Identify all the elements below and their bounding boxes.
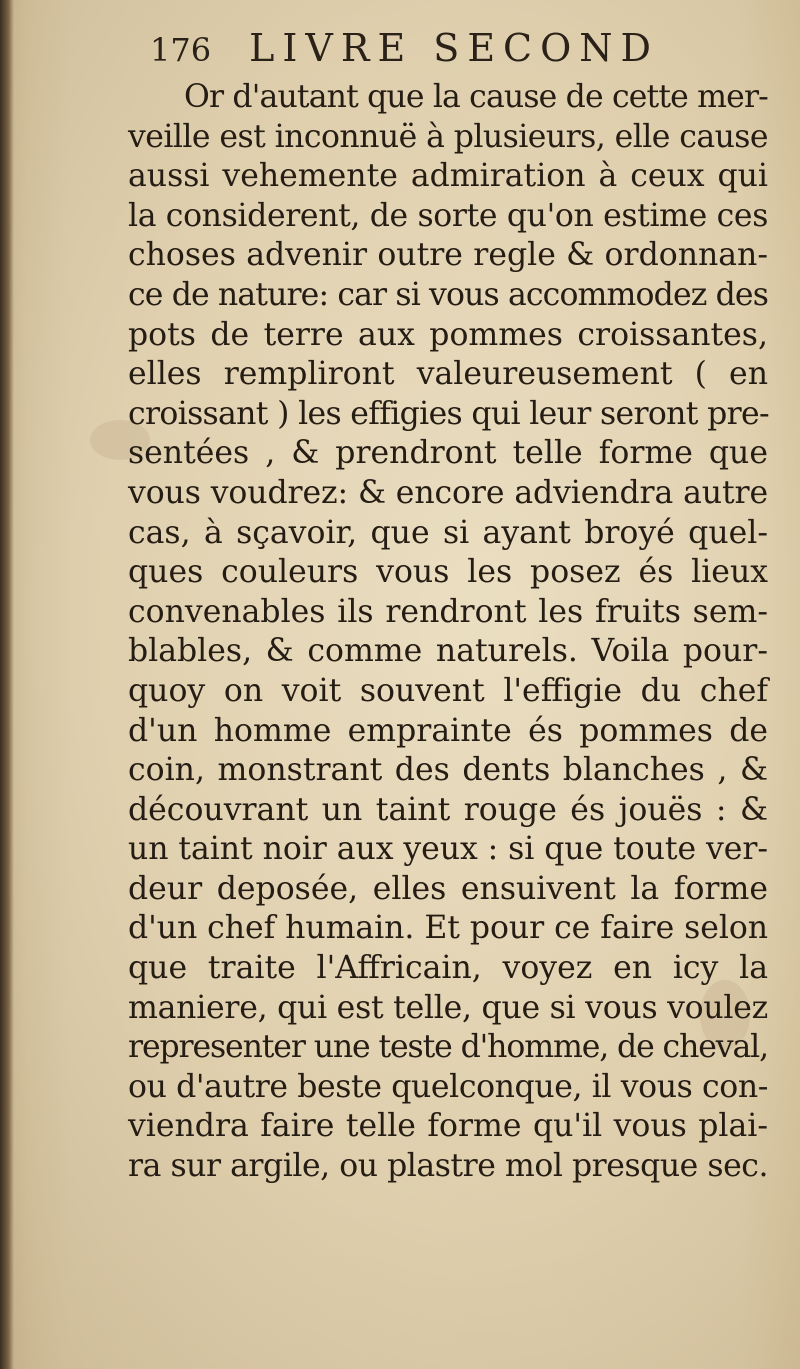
text-line: quoy on voit souvent l'effigie du chef <box>128 672 768 709</box>
text-line: convenables ils rendront les fruits sem- <box>128 593 768 630</box>
text-line: vous voudrez: & encore adviendra autre <box>128 474 768 511</box>
text-line: ou d'autre beste quelconque, il vous con- <box>128 1068 768 1105</box>
text-line: representer une teste d'homme, de cheval, <box>128 1029 768 1066</box>
text-line: blables, & comme naturels. Voila pour- <box>128 633 768 670</box>
text-line: d'un chef humain. Et pour ce faire selon <box>128 910 768 947</box>
text-line: ques couleurs vous les posez és lieux <box>128 554 768 591</box>
text-line: découvrant un taint rouge és jouës : & <box>128 791 768 828</box>
text-line: viendra faire telle forme qu'il vous plai- <box>128 1108 768 1145</box>
text-line: maniere, qui est telle, que si vous voulez <box>128 989 768 1026</box>
text-line: un taint noir aux yeux : si que toute ver- <box>128 831 768 868</box>
text-line: deur deposée, elles ensuivent la forme <box>128 870 768 907</box>
text-line: Or d'autant que la cause de cette mer- <box>184 79 768 115</box>
page-header <box>150 18 750 78</box>
text-line: ce de nature: car si vous accommodez des <box>128 276 768 313</box>
page-number: 176 <box>150 31 212 69</box>
text-line: que traite l'Affricain, voyez en icy la <box>128 950 768 987</box>
text-line: la considerent, de sorte qu'on estime ces <box>128 197 768 234</box>
text-line: coin, monstrant des dents blanches , & <box>128 752 768 789</box>
text-line: ra sur argile, ou plastre mol presque sec. <box>128 1148 769 1185</box>
text-line: elles rempliront valeureusement ( en <box>128 356 768 393</box>
book-binding-edge <box>0 0 14 1369</box>
text-line: sentées , & prendront telle forme que <box>128 435 768 472</box>
text-line: d'un homme emprainte és pommes de <box>128 712 768 749</box>
text-line: pots de terre aux pommes croissantes, <box>128 316 768 353</box>
text-line: choses advenir outre regle & ordonnan- <box>128 237 768 274</box>
text-line: aussi vehemente admiration à ceux qui <box>128 158 768 195</box>
body-text <box>128 78 768 1187</box>
text-line: croissant ) les effigies qui leur seront pre- <box>128 395 769 432</box>
running-title: LIVRE SECOND <box>249 26 660 70</box>
text-line: veille est inconnuë à plusieurs, elle cause <box>128 118 768 155</box>
text-line: cas, à sçavoir, que si ayant broyé quel- <box>128 514 768 551</box>
